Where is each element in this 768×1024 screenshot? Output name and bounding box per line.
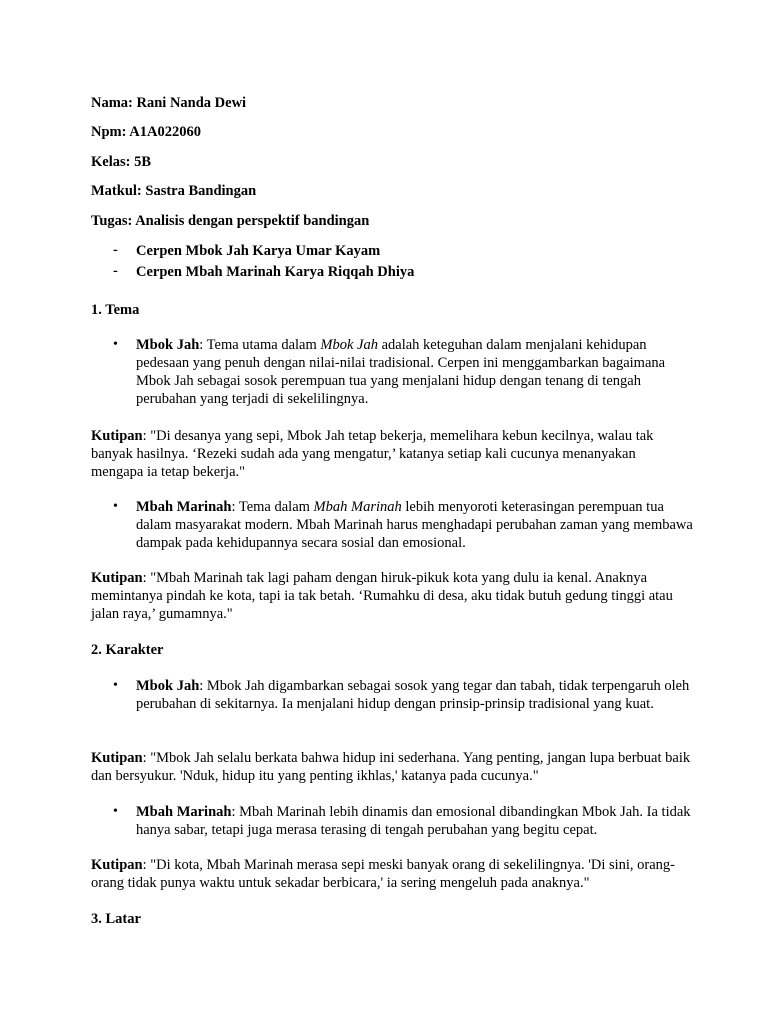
student-class: Kelas: 5B [91,154,152,170]
quote-mbok-jah-karakter [91,749,691,785]
bullet-marker: • [113,499,118,514]
story-title: Mbok Jah [320,337,378,353]
quote-label: Kutipan [91,857,143,873]
bullet-text: : Mbah Marinah lebih dinamis dan emosional dibandingkan Mbok Jah. Ia tidak hanya sabar, tetapi juga merasa terasing di tengah perubahan yang begitu cepat. [136,804,691,838]
section-heading-tema: 1. Tema [91,302,140,318]
quote-label: Kutipan [91,750,143,766]
course-name: Matkul: Sastra Bandingan [91,183,257,199]
character-name: Mbah Marinah [136,804,232,820]
bullet-mbah-marinah-karakter [136,803,696,839]
bullet-marker: • [113,337,118,352]
character-name: Mbah Marinah [136,499,232,515]
bullet-text: adalah keteguhan dalam menjalani kehidupan pedesaan yang penuh dengan nilai-nilai tradisional. Cerpen ini menggambarkan bagaimana Mbok Jah sebagai sosok perempuan tua yang menjalani hidup dengan tenang di tengah perubahan yang terjadi di sekelilingnya. [136,337,666,407]
quote-label: Kutipan [91,570,143,586]
story-title: Mbah Marinah [313,499,402,515]
quote-mbok-jah-tema [91,427,691,481]
work-item: Cerpen Mbah Marinah Karya Riqqah Dhiya [136,264,415,280]
bullet-text: : Mbok Jah digambarkan sebagai sosok yang tegar dan tabah, tidak terpengaruh oleh perubahan di sekitarnya. Ia menjalani hidup dengan prinsip-prinsip tradisional yang kuat. [136,678,690,712]
quote-text: : "Mbah Marinah tak lagi paham dengan hiruk-pikuk kota yang dulu ia kenal. Anaknya memintanya pindah ke kota, tapi ia tak betah. ‘Rumahku di desa, aku tidak butuh gedung tinggi atau jalan raya,’ gumamnya." [91,570,673,622]
dash-marker: - [113,263,118,279]
section-heading-karakter: 2. Karakter [91,642,164,658]
character-name: Mbok Jah [136,678,200,694]
bullet-marker: • [113,678,118,693]
quote-text: : "Mbok Jah selalu berkata bahwa hidup ini sederhana. Yang penting, jangan lupa berbuat baik dan bersyukur. 'Nduk, hidup itu yang penting ikhlas,' katanya pada cucunya." [91,750,691,784]
bullet-mbok-jah-tema [136,336,696,408]
quote-mbah-marinah-karakter [91,856,691,892]
bullet-marker: • [113,804,118,819]
quote-text: : "Di desanya yang sepi, Mbok Jah tetap bekerja, memelihara kebun kecilnya, walau tak banyak hasilnya. ‘Rezeki sudah ada yang mengatur,’ katanya setiap kali cucunya menanyakan mengapa ia tetap bekerja." [91,428,654,480]
assignment-title: Tugas: Analisis dengan perspektif bandingan [91,213,370,229]
dash-marker: - [113,242,118,258]
bullet-mbah-marinah-tema [136,498,696,552]
bullet-text: : Tema dalam [231,499,314,515]
section-heading-latar: 3. Latar [91,911,141,927]
student-npm: Npm: A1A022060 [91,124,201,140]
bullet-mbok-jah-karakter [136,677,696,713]
bullet-text: lebih menyoroti keterasingan perempuan tua dalam masyarakat modern. Mbah Marinah harus menghadapi perubahan zaman yang membawa dampak pada kehidupannya secara sosial dan emosional. [136,499,693,551]
quote-label: Kutipan [91,428,143,444]
work-item: Cerpen Mbok Jah Karya Umar Kayam [136,243,381,259]
student-name: Nama: Rani Nanda Dewi [91,95,247,111]
quote-text: : "Di kota, Mbah Marinah merasa sepi meski banyak orang di sekelilingnya. 'Di sini, orang-orang tidak punya waktu untuk sekadar berbicara,' ia sering mengeluh pada anaknya." [91,857,676,891]
character-name: Mbok Jah [136,337,200,353]
quote-mbah-marinah-tema [91,569,691,623]
bullet-text: : Tema utama dalam [199,337,321,353]
